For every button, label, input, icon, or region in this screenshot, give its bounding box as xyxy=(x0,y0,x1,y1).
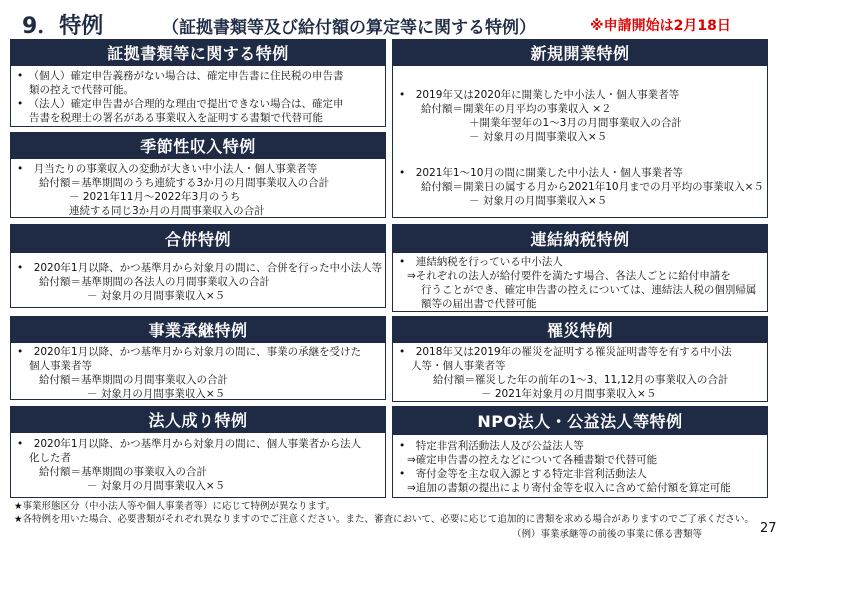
seasonal-line: － 2021年11月～2022年3月のうち xyxy=(69,191,241,203)
merger-body xyxy=(10,252,386,308)
application-start-note: ※申請開始は2月18日 xyxy=(590,18,731,34)
new-business-heading: 新規開業特例 xyxy=(392,39,768,65)
incorporation-body xyxy=(10,432,386,498)
consolidated-line: 額等の届出書で代替可能 xyxy=(421,298,537,310)
npo-line: ⇒追加の書類の提出により寄付金等を収入に含めて給付額を算定可能 xyxy=(407,482,731,494)
succession-body xyxy=(10,342,386,400)
merger-line: － 対象月の月間事業収入×５ xyxy=(87,290,226,302)
footer-note: ★事業形態区分（中小法人等や個人事業者等）に応じて特例が異なります。 xyxy=(14,501,336,512)
npo-line: ⇒確定申告書の控えなどについて各種書類で代替可能 xyxy=(407,454,658,466)
succession-line: － 対象月の月間事業収入×５ xyxy=(87,388,226,400)
succession-line: 個人事業者等 xyxy=(29,360,92,372)
npo-line: • 寄付金等を主な収入源とする特定非営利活動法人 xyxy=(399,468,647,480)
consolidated-line: • 連結納税を行っている中小法人 xyxy=(399,256,563,268)
footer-note: ★各特例を用いた場合、必要書類がそれぞれ異なりますのでご注意ください。また、審査において、必要に応じて追加的に書類を求める場合がありますのでご了承ください。 xyxy=(14,514,754,525)
incorporation-line: 化した者 xyxy=(29,452,71,464)
merger-line: 給付額＝基準期間の各法人の月間事業収入の合計 xyxy=(39,276,270,288)
succession-heading: 事業承継特例 xyxy=(10,316,386,342)
disaster-heading: 罹災特例 xyxy=(392,316,768,342)
seasonal-heading: 季節性収入特例 xyxy=(10,132,386,158)
new-business-line: • 2019年又は2020年に開業した中小法人・個人事業者等 xyxy=(399,89,680,101)
disaster-line: 給付額＝罹災した年の前年の1～3、11,12月の事業収入の合計 xyxy=(433,374,729,386)
consolidated-line: 行うことができ、確定申告書の控えについては、連結法人税の個別帰属 xyxy=(421,284,757,296)
evidence-heading: 証拠書類等に関する特例 xyxy=(10,39,386,65)
consolidated-heading: 連結納税特例 xyxy=(392,224,768,252)
succession-line: 給付額＝基準期間の月間事業収入の合計 xyxy=(39,374,228,386)
evidence-body xyxy=(10,65,386,127)
new-business-line: 給付額＝開業年の月平均の事業収入 ×２ xyxy=(421,103,612,115)
merger-line: • 2020年1月以降、かつ基準月から対象月の間に、合併を行った中小法人等 xyxy=(17,262,383,274)
new-business-line: － 対象月の月間事業収入×５ xyxy=(469,195,608,207)
evidence-line: 類の控えで代替可能。 xyxy=(29,84,134,96)
evidence-line: • （個人）確定申告義務がない場合は、確定申告書に住民税の申告書 xyxy=(17,70,344,82)
disaster-line: － 2021年対象月の月間事業収入×５ xyxy=(481,388,657,400)
merger-heading: 合併特例 xyxy=(10,224,386,252)
page-number: 27 xyxy=(760,521,777,536)
new-business-body xyxy=(392,65,768,218)
new-business-line: • 2021年1～10月の間に開業した中小法人・個人事業者等 xyxy=(399,167,683,179)
evidence-line: 告書を税理士の署名がある事業収入を証明する書類で代替可能 xyxy=(29,112,323,124)
page-subtitle: （証拠書類等及び給付額の算定等に関する特例） xyxy=(162,18,536,38)
footer-example: （例）事業承継等の前後の事業に係る書類等 xyxy=(512,529,703,540)
npo-line: • 特定非営利活動法人及び公益法人等 xyxy=(399,440,584,452)
new-business-line: 給付額＝開業日の属する月から2021年10月までの月平均の事業収入×５ xyxy=(421,181,764,193)
seasonal-line: • 月当たりの事業収入の変動が大きい中小法人・個人事業者等 xyxy=(17,163,318,175)
seasonal-line: 連続する同じ3か月の月間事業収入の合計 xyxy=(69,205,265,217)
title-bar xyxy=(10,6,790,38)
footer-notes xyxy=(14,500,754,526)
consolidated-line: ⇒それぞれの法人が給付要件を満たす場合、各法人ごとに給付申請を xyxy=(407,270,731,282)
new-business-line: ＋開業年翌年の1～3月の月間事業収入の合計 xyxy=(469,117,682,129)
page-title: 9．特例 xyxy=(22,14,104,39)
evidence-line: • （法人）確定申告書が合理的な理由で提出できない場合は、確定申 xyxy=(17,98,344,110)
npo-heading: NPO法人・公益法人等特例 xyxy=(392,406,768,434)
succession-line: • 2020年1月以降、かつ基準月から対象月の間に、事業の承継を受けた xyxy=(17,346,362,358)
disaster-body xyxy=(392,342,768,402)
consolidated-body xyxy=(392,252,768,312)
incorporation-line: － 対象月の月間事業収入×５ xyxy=(87,480,226,492)
disaster-line: • 2018年又は2019年の罹災を証明する罹災証明書等を有する中小法 xyxy=(399,346,732,358)
incorporation-line: 給付額＝基準期間の事業収入の合計 xyxy=(39,466,207,478)
incorporation-heading: 法人成り特例 xyxy=(10,406,386,432)
disaster-line: 人等・個人事業者等 xyxy=(411,360,506,372)
npo-body xyxy=(392,434,768,498)
seasonal-line: 給付額＝基準期間のうち連続する3か月の月間事業収入の合計 xyxy=(39,177,330,189)
incorporation-line: • 2020年1月以降、かつ基準月から対象月の間に、個人事業者から法人 xyxy=(17,438,362,450)
new-business-line: － 対象月の月間事業収入×５ xyxy=(469,131,608,143)
seasonal-body xyxy=(10,158,386,218)
